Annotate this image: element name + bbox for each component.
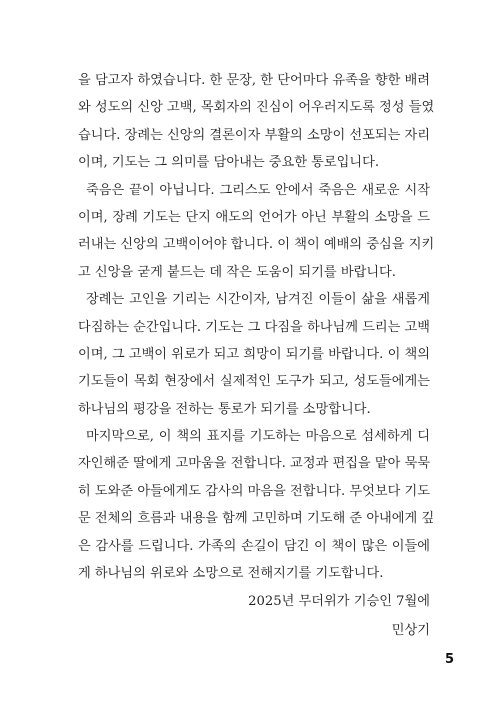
text-line: 고 신앙을 굳게 붙드는 데 작은 도움이 되기를 바랍니다.	[78, 264, 396, 280]
text-line: 게 하나님의 위로와 소망으로 전해지기를 기도합니다.	[78, 566, 384, 582]
text-line: 을 담고자 하였습니다. 한 문장, 한 단어마다 유족을 향한 배려	[78, 73, 430, 88]
text-line: 장례는 고인을 기리는 시간이자, 남겨진 이들이 삶을 새롭게	[86, 292, 430, 308]
text-line: 러내는 신앙의 고백이어야 합니다. 이 책이 예배의 중심을 지키	[78, 237, 435, 253]
text-line: 이며, 기도는 그 의미를 담아내는 중요한 통로입니다.	[78, 155, 380, 171]
page-body	[78, 67, 435, 645]
signature-author: 민상기	[391, 623, 430, 639]
text-line: 기도들이 목회 현장에서 실제적인 도구가 되고, 성도들에게는	[78, 374, 430, 390]
paragraph-2	[78, 177, 435, 287]
text-line: 이며, 그 고백이 위로가 되고 희망이 되기를 바랍니다. 이 책의	[78, 346, 430, 362]
signature-block	[78, 587, 430, 645]
signature-date: 2025년 무더위가 기승인 7월에	[248, 594, 430, 610]
paragraph-1	[78, 67, 435, 177]
text-line: 자인해준 딸에게 고마움을 전합니다. 교정과 편집을 맡아 묵묵	[78, 456, 431, 472]
text-line: 와 성도의 신앙 고백, 목회자의 진심이 어우러지도록 정성 들였	[78, 100, 435, 116]
text-line: 습니다. 장례는 신앙의 결론이자 부활의 소망이 선포되는 자리	[78, 127, 431, 143]
paragraph-4	[78, 423, 435, 587]
text-line: 문 전체의 흐름과 내용을 함께 고민하며 기도해 준 아내에게 깊	[78, 511, 435, 527]
text-line: 히 도와준 아들에게도 감사의 마음을 전합니다. 무엇보다 기도	[78, 483, 431, 499]
text-line: 마지막으로, 이 책의 표지를 기도하는 마음으로 섬세하게 디	[86, 429, 430, 445]
text-line: 은 감사를 드립니다. 가족의 손길이 담긴 이 책이 많은 이들에	[78, 538, 430, 554]
text-line: 하나님의 평강을 전하는 통로가 되기를 소망합니다.	[78, 401, 371, 417]
page-number: 5	[444, 652, 454, 667]
text-line: 죽음은 끝이 아닙니다. 그리스도 안에서 죽음은 새로운 시작	[86, 182, 430, 198]
paragraph-3	[78, 286, 430, 423]
text-line: 이며, 장례 기도는 단지 애도의 언어가 아닌 부활의 소망을 드	[78, 209, 430, 225]
text-line: 다짐하는 순간입니다. 기도는 그 다짐을 하나님께 드리는 고백	[78, 319, 431, 335]
